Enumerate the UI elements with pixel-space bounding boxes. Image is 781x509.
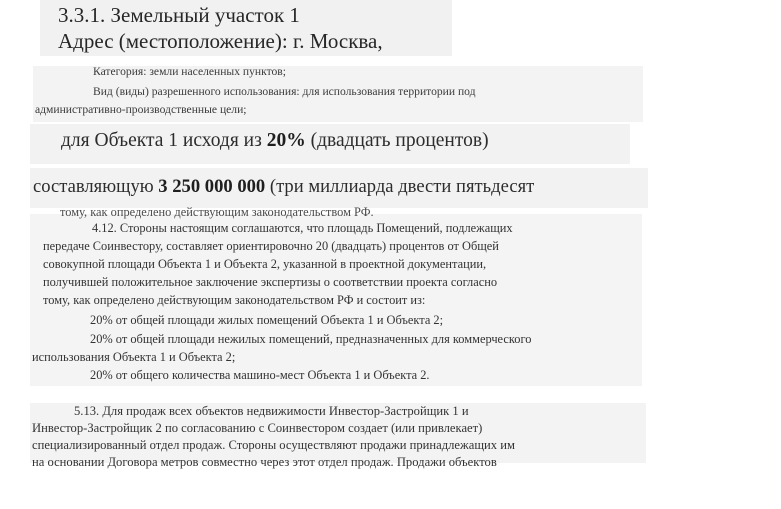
clause-5-13-line: специализированный отдел продаж. Стороны осуществляют продажи принадлежащих им: [32, 438, 515, 452]
clause-5-13-line: 5.13. Для продаж всех объектов недвижимости Инвестор-Застройщик 1 и: [74, 404, 469, 418]
share-prefix: для Объекта 1 исходя из: [61, 130, 262, 151]
clause-4-12-cut-line: тому, как определено действующим законодательством РФ.: [60, 205, 374, 219]
permitted-use-line-2: административно-производственные цели;: [35, 103, 247, 116]
section-title: 3.3.1. Земельный участок 1: [58, 3, 300, 27]
land-plot-heading-fragment: [40, 0, 452, 56]
share-percent: 20%: [266, 130, 306, 151]
land-details-fragment: [33, 66, 643, 122]
clause-4-12-item: 20% от общей площади жилых помещений Объекта 1 и Объекта 2;: [90, 313, 444, 327]
category-line: Категория: земли населенных пунктов;: [93, 65, 287, 78]
amount-fragment: [30, 168, 648, 208]
amount-suffix: (три миллиарда двести пятьдесят: [269, 176, 535, 197]
permitted-use-line-1: Вид (виды) разрешенного использования: для использования территории под: [93, 85, 476, 98]
clause-5-13-line: на основании Договора метров совместно через этот отдел продаж. Продажи объектов: [32, 455, 497, 469]
share-sentence: [61, 130, 489, 152]
clause-4-12-fragment: [30, 205, 642, 386]
clause-4-12-line: тому, как определено действующим законодательством РФ и состоит из:: [43, 293, 426, 307]
clause-4-12-item: использования Объекта 1 и Объекта 2;: [32, 350, 236, 364]
amount-value: 3 250 000 000: [158, 176, 266, 197]
clause-4-12-line: совокупной площади Объекта 1 и Объекта 2, указанной в проектной документации,: [43, 257, 487, 271]
amount-sentence: [33, 176, 534, 198]
amount-prefix: составляющую: [33, 176, 154, 197]
address-line: Адрес (местоположение): г. Москва,: [58, 29, 383, 53]
clause-5-13-fragment: [30, 403, 646, 469]
share-fragment: [30, 124, 630, 164]
clause-4-12-line: передаче Соинвестору, составляет ориентировочно 20 (двадцать) процентов от Общей: [43, 239, 499, 253]
clause-4-12-item: 20% от общего количества машино-мест Объекта 1 и Объекта 2.: [90, 368, 430, 382]
clause-4-12-item: 20% от общей площади нежилых помещений, предназначенных для коммерческого: [90, 332, 532, 346]
clause-5-13-line: Инвестор-Застройщик 2 по согласованию с Соинвестором создает (или привлекает): [32, 421, 483, 435]
share-suffix: (двадцать процентов): [310, 130, 489, 151]
clause-4-12-line: 4.12. Стороны настоящим соглашаются, что площадь Помещений, подлежащих: [92, 221, 513, 235]
clause-4-12-line: получившей положительное заключение экспертизы о соответствии проекта согласно: [43, 275, 498, 289]
